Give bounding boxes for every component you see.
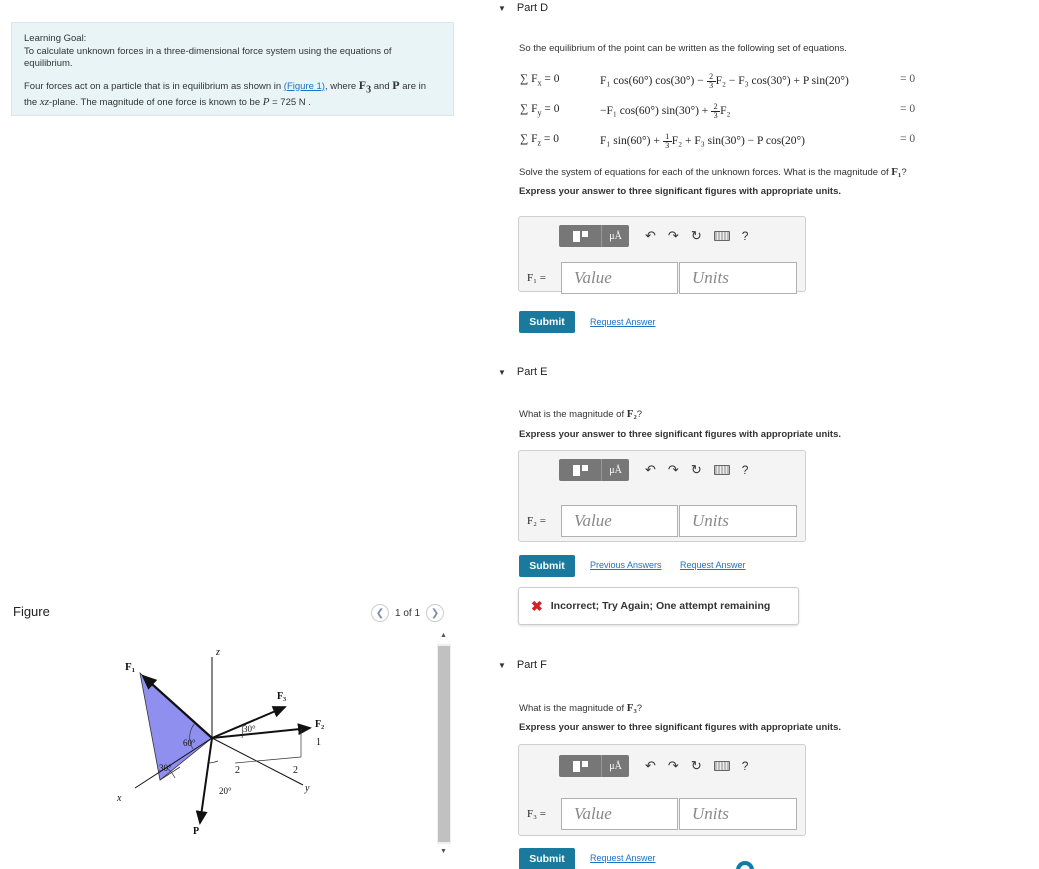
templates-button[interactable] [559, 225, 601, 247]
part-e-request-answer-link[interactable]: Request Answer [680, 560, 746, 570]
rhs-part: −F₁ cos(60°) sin(30°) + [600, 105, 712, 118]
angle-arc-20 [209, 761, 218, 763]
prev-figure-button[interactable] [371, 604, 389, 622]
templates-button-group [559, 755, 633, 777]
question-text: Solve the system of equations for each of the unknown forces. What is the magnitude of [519, 167, 892, 178]
label-x: x [117, 793, 122, 804]
part-f-header[interactable] [498, 659, 547, 671]
p-value-symbol: P [262, 96, 270, 109]
label-p: P [193, 826, 200, 837]
part-f-answer-editor [518, 744, 806, 836]
f2-arrow [212, 728, 310, 738]
question-text: What is the magnitude of [519, 703, 627, 714]
plane-symbol: xz [39, 96, 50, 109]
reset-icon[interactable]: ↻ [690, 758, 702, 773]
part-d-intro: So the equilibrium of the point can be written as the following set of equations. [519, 43, 847, 54]
statement-text: -plane. The magnitude of one force is known to be [49, 97, 263, 109]
scroll-down-icon[interactable]: ▼ [440, 848, 447, 855]
label-2b: 2 [293, 765, 298, 776]
frac-z [663, 133, 672, 150]
collapse-triangle-icon[interactable]: ▼ [498, 367, 506, 377]
undo-icon[interactable]: ↶ [645, 758, 656, 773]
question-mark: ? [901, 167, 907, 178]
part-e-question [519, 408, 642, 420]
answer-row [527, 505, 797, 537]
learning-goal-line: To calculate unknown forces in a three-dimensional force system using the equations of equilibrium. [24, 45, 392, 69]
templates-button[interactable] [559, 459, 601, 481]
units-button[interactable]: μÅ [601, 755, 629, 777]
eq-y-lhs [520, 103, 559, 117]
keyboard-icon[interactable] [714, 231, 730, 241]
f3-letter: F [358, 77, 367, 92]
question-mark: ? [636, 409, 643, 420]
question-symbol: F₁ [891, 166, 902, 178]
rhs-part: F₁ cos(60°) cos(30°) − [600, 75, 707, 88]
part-d-header[interactable] [498, 2, 548, 14]
template-small-icon [582, 465, 588, 471]
part-d-submit-button[interactable]: Submit [519, 311, 575, 333]
pearson-logo-icon [735, 858, 763, 869]
question-symbol: F₃ [626, 702, 637, 714]
question-text: What is the magnitude of [519, 409, 627, 420]
f3-sub: 3 [366, 83, 372, 95]
chevron-left-icon: ❮ [375, 607, 385, 619]
label-2a: 2 [235, 765, 240, 776]
sum-fz: ∑ F [520, 133, 538, 145]
learning-goal-panel [11, 22, 454, 116]
keyboard-icon[interactable] [714, 465, 730, 475]
part-e-label: Part E [516, 366, 548, 378]
answer-label: F₃ = [527, 808, 546, 820]
label-30a: 30° [159, 763, 172, 773]
sum-fx: ∑ F [520, 73, 538, 85]
p-arrow [200, 738, 212, 823]
reset-icon[interactable]: ↻ [690, 462, 702, 477]
part-d-request-answer-link[interactable]: Request Answer [590, 317, 656, 327]
sub-z: z [537, 138, 542, 148]
units-input[interactable]: Units [679, 798, 797, 830]
part-f-label: Part F [516, 659, 547, 671]
frac-den: 3 [709, 81, 714, 90]
question-mark: ? [636, 703, 643, 714]
frac-y [711, 103, 720, 120]
answer-label: F₁ = [527, 272, 546, 284]
problem-statement [24, 79, 441, 110]
eq-x-lhs [520, 73, 559, 87]
label-z: z [216, 647, 220, 658]
scroll-up-icon[interactable]: ▲ [440, 632, 447, 639]
templates-button-group [559, 225, 633, 247]
incorrect-feedback [518, 587, 799, 625]
y-axis [212, 738, 303, 785]
part-f-instruction: Express your answer to three significant figures with appropriate units. [519, 722, 842, 733]
eq-x-zero: = 0 [900, 73, 916, 85]
units-input[interactable]: Units [679, 505, 797, 537]
redo-icon[interactable]: ↷ [667, 758, 679, 773]
part-f-request-answer-link[interactable]: Request Answer [590, 853, 656, 863]
statement-text: are in the [24, 80, 427, 109]
templates-button[interactable] [559, 755, 601, 777]
chevron-right-icon: ❯ [430, 607, 440, 619]
part-f-submit-button[interactable]: Submit [519, 848, 575, 869]
statement-text: and [371, 80, 393, 92]
frac-den: 3 [713, 111, 718, 120]
part-d-question [519, 166, 907, 178]
collapse-triangle-icon[interactable]: ▼ [498, 3, 506, 13]
part-e-submit-button[interactable]: Submit [519, 555, 575, 577]
learning-goal-text [24, 33, 441, 71]
keyboard-icon[interactable] [714, 761, 730, 771]
eq-x-rhs [600, 73, 849, 90]
f3-symbol [358, 77, 372, 95]
p-symbol: P [392, 77, 400, 92]
value-input[interactable]: Value [561, 505, 678, 537]
figure-title: Figure [13, 604, 50, 619]
f1-plane [140, 673, 212, 780]
eq-sign: = 0 [541, 133, 560, 145]
eq-y-rhs [600, 103, 731, 120]
statement-text: = 725 N . [269, 97, 311, 109]
rhs-part: F₂ [720, 105, 731, 118]
rhs-part: F₂ − F₃ cos(30°) + P sin(20°) [715, 75, 849, 88]
feedback-text: Incorrect; Try Again; One attempt remaining [550, 600, 771, 612]
undo-icon[interactable]: ↶ [645, 228, 656, 243]
f2-slope-h [235, 757, 301, 763]
label-1: 1 [316, 737, 321, 748]
part-e-previous-answers-link[interactable]: Previous Answers [590, 560, 662, 570]
scroll-thumb[interactable] [438, 646, 450, 842]
math-toolbar [559, 225, 748, 247]
value-input[interactable]: Value [561, 262, 678, 294]
statement-text: Four forces act on a particle that is in equilibrium as shown in [24, 80, 284, 92]
help-icon[interactable]: ? [741, 759, 749, 773]
label-60: 60° [183, 738, 196, 748]
rhs-part: F₁ sin(60°) + [600, 135, 663, 148]
eq-z-zero: = 0 [900, 133, 916, 145]
units-button[interactable]: μÅ [601, 225, 629, 247]
templates-button-group [559, 459, 633, 481]
value-input[interactable]: Value [561, 798, 678, 830]
frac-num: 2 [707, 73, 716, 82]
answer-label: F₂ = [527, 515, 546, 527]
sub-y: y [537, 108, 542, 118]
frac-num: 1 [663, 133, 672, 142]
frac-den: 3 [665, 141, 670, 150]
part-d-instruction: Express your answer to three significant figures with appropriate units. [519, 186, 842, 197]
part-f-question [519, 702, 642, 714]
force-diagram [105, 645, 335, 845]
part-d-label: Part D [516, 2, 549, 14]
figure-scrollbar[interactable] [436, 630, 452, 859]
label-20: 20° [219, 786, 232, 796]
label-y: y [305, 783, 310, 794]
eq-sign: = 0 [541, 103, 560, 115]
learning-goal-heading: Learning Goal: [24, 33, 87, 44]
pager-text: 1 of 1 [395, 607, 421, 619]
help-icon[interactable]: ? [741, 463, 749, 477]
math-toolbar [559, 459, 748, 481]
question-symbol: F₂ [626, 408, 637, 420]
part-d-answer-editor [518, 216, 806, 292]
label-f3: F₃ [277, 691, 287, 702]
equilibrium-equations [520, 70, 940, 150]
redo-icon[interactable]: ↷ [667, 462, 679, 477]
figure-link[interactable]: (Figure 1) [283, 80, 325, 92]
units-button[interactable]: μÅ [601, 459, 629, 481]
collapse-triangle-icon[interactable]: ▼ [498, 660, 506, 670]
rhs-part: F₂ + F₃ sin(30°) − P cos(20°) [671, 135, 805, 148]
sum-fy: ∑ F [520, 103, 538, 115]
eq-y-zero: = 0 [900, 103, 916, 115]
figure-pager [371, 604, 444, 622]
sub-x: x [537, 78, 542, 88]
frac-x [707, 73, 716, 90]
label-f1: F₁ [125, 661, 136, 673]
x-mark-icon: ✖ [531, 597, 543, 614]
label-f2: F₂ [315, 719, 325, 730]
math-toolbar [559, 755, 748, 777]
reset-icon[interactable]: ↻ [690, 228, 702, 243]
answer-row [527, 798, 797, 830]
part-e-header[interactable] [498, 366, 548, 378]
label-30b: 30° [243, 724, 256, 734]
statement-text: , where [324, 80, 359, 92]
template-block-icon [573, 465, 580, 476]
template-small-icon [582, 231, 588, 237]
help-icon[interactable]: ? [741, 229, 749, 243]
template-block-icon [573, 761, 580, 772]
eq-sign: = 0 [541, 73, 560, 85]
template-small-icon [582, 761, 588, 767]
eq-z-rhs [600, 133, 805, 150]
next-figure-button[interactable] [426, 604, 444, 622]
units-input[interactable]: Units [679, 262, 797, 294]
redo-icon[interactable]: ↷ [667, 228, 679, 243]
undo-icon[interactable]: ↶ [645, 462, 656, 477]
part-e-instruction: Express your answer to three significant figures with appropriate units. [519, 429, 842, 440]
answer-row [527, 262, 797, 294]
part-e-answer-editor [518, 450, 806, 542]
template-block-icon [573, 231, 580, 242]
frac-num: 2 [711, 103, 720, 112]
eq-z-lhs [520, 133, 559, 147]
